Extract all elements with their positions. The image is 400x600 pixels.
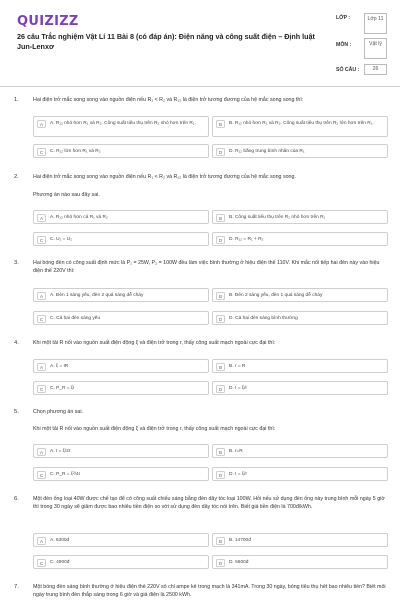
question-number: 7. — [14, 584, 19, 590]
option-text: D. I = ξ/r — [229, 471, 248, 477]
option-letter: B — [216, 448, 225, 456]
subject-label: MÔN : — [336, 42, 352, 48]
option-text: D. R₁₂ = R₁ + R₂ — [229, 236, 264, 242]
question-text: Hai bóng đèn có công suất định mức là P₁ = 25W, P₂ = 100W đều làm việc bình thường ở hiệu điện thế 110V. Khi mắc nối tiếp hai đèn này vào hiệu điện thế 220V thì: — [33, 260, 380, 274]
option-c[interactable] — [33, 144, 209, 158]
option-d[interactable] — [212, 555, 388, 569]
document-title: 26 câu Trắc nghiệm Vật Lí 11 Bài 8 (có đáp án): Điện năng và công suất điện – Định luật Jun-Lenxơ — [17, 32, 315, 51]
option-c[interactable] — [33, 381, 209, 395]
option-text: A. Đèn 1 sáng yếu, đèn 2 quá sáng dễ cháy — [50, 292, 144, 298]
option-letter: C — [37, 236, 46, 244]
option-a[interactable] — [33, 533, 209, 547]
option-letter: C — [37, 315, 46, 323]
option-text: B. r = R — [229, 363, 246, 369]
option-letter: D — [216, 236, 225, 244]
question-7 — [0, 584, 400, 600]
quizizz-logo: QUIZIZZ — [17, 14, 79, 29]
option-text: C. P_R = ξI — [50, 385, 75, 391]
question-text: Hai điện trở mắc song song vào nguồn điện nếu R₁ < R₂ và R₁₂ là điện trở tương đương của hệ mắc song song. — [33, 174, 296, 180]
option-text: A. 6300đ — [50, 537, 70, 543]
option-c[interactable] — [33, 467, 209, 481]
option-text: C. 4900đ — [50, 559, 70, 565]
option-letter: C — [37, 385, 46, 393]
option-c[interactable] — [33, 232, 209, 246]
option-text: B. R₁₂ nhỏ hơn R₁ và R₂. Công suất tiêu thụ trên R₂ lớn hơn trên R₁. — [229, 120, 374, 126]
option-text: B. 14700đ — [229, 537, 251, 543]
question-text: Một đèn ống loại 40W được chế tạo để có công suất chiếu sáng bằng đèn dây tóc loại 100W. Hỏi nếu sử dụng đèn ống này trung bình mỗi ngày 5 giờ thì trong 30 ngày sẽ giảm được bao nhiêu tiền điện so với sử dụng đèn dây tóc nói trên. Biết giá tiền điện là 700đ/kWh. — [33, 496, 385, 510]
option-letter: A — [37, 448, 46, 456]
option-a[interactable] — [33, 444, 209, 458]
option-letter: A — [37, 214, 46, 222]
option-text: D. I = ξ/r — [229, 385, 248, 391]
option-letter: B — [216, 214, 225, 222]
option-a[interactable] — [33, 359, 209, 373]
question-number: 5. — [14, 409, 19, 415]
option-letter: D — [216, 148, 225, 156]
option-text: C. Cả hai đèn sáng yếu — [50, 315, 101, 321]
option-text: B. Đèn 2 sáng yếu, đèn 1 quá sáng dễ cháy — [229, 292, 323, 298]
question-subtext: Khi một tải R nối vào nguồn suất điện động ξ và điện trở trong r, thấy công suất mạch ngoài cực đại thì: — [33, 426, 276, 432]
grade-value: Lớp 11 — [364, 13, 387, 34]
document-header — [0, 0, 400, 92]
option-c[interactable] — [33, 311, 209, 325]
option-d[interactable] — [212, 232, 388, 246]
option-a[interactable] — [33, 116, 209, 137]
question-number: 6. — [14, 496, 19, 502]
option-c[interactable] — [33, 555, 209, 569]
option-a[interactable] — [33, 288, 209, 302]
question-text: Khi một tải R nối vào nguồn suất điện động ξ và điện trở trong r, thấy công suất mạch ngoài cực đại thì: — [33, 340, 276, 346]
option-text: D. 5600đ — [229, 559, 249, 565]
option-letter: C — [37, 148, 46, 156]
option-letter: D — [216, 559, 225, 567]
option-letter: C — [37, 559, 46, 567]
option-text: A. ξ = IR — [50, 363, 69, 369]
option-text: D. R₁₂ bằng trung bình nhân của R₁ — [229, 148, 305, 154]
option-letter: A — [37, 537, 46, 545]
option-text: D. Cả hai đèn sáng bình thường — [229, 315, 298, 321]
question-text: Chọn phương án sai. — [33, 409, 84, 415]
option-letter: C — [37, 471, 46, 479]
option-letter: A — [37, 363, 46, 371]
option-letter: A — [37, 292, 46, 300]
question-number: 3. — [14, 260, 19, 266]
option-letter: D — [216, 385, 225, 393]
option-b[interactable] — [212, 359, 388, 373]
option-text: B. Công suất tiêu thụ trên R₂ nhỏ hơn trên R₁ — [229, 214, 326, 220]
option-letter: D — [216, 315, 225, 323]
option-b[interactable] — [212, 533, 388, 547]
option-letter: D — [216, 471, 225, 479]
option-text: C. R₁₂ lớn hơn R₁ và R₂ — [50, 148, 101, 154]
option-letter: B — [216, 363, 225, 371]
option-letter: B — [216, 537, 225, 545]
question-count-value: 26 — [364, 64, 387, 75]
header-divider — [0, 86, 400, 87]
option-text: A. R₁₂ nhỏ hơn cả R₁ và R₂ — [50, 214, 108, 220]
option-d[interactable] — [212, 467, 388, 481]
question-text: Hai điện trở mắc song song vào nguồn điện nếu R₁ < R₂ và R₁₂ là điện trở tương đương của hệ mắc song song thì: — [33, 97, 304, 103]
option-letter: B — [216, 292, 225, 300]
option-a[interactable] — [33, 210, 209, 224]
option-letter: A — [37, 120, 46, 128]
question-text: Một bóng đèn sáng bình thường ở hiệu điện thế 220V số chỉ ampe kế trong mạch là 341mA. Trong 30 ngày, bóng tiêu thụ hết bao nhiêu tiền? Biết mỗi ngày trung bình đèn thắp sáng trong 6 giờ và giá điện là 2500 kWh. — [33, 584, 386, 598]
option-d[interactable] — [212, 144, 388, 158]
option-b[interactable] — [212, 444, 388, 458]
option-text: C. P_R = ξ²/4r — [50, 471, 81, 477]
option-d[interactable] — [212, 311, 388, 325]
question-number: 1. — [14, 97, 19, 103]
grade-label: LỚP : — [336, 15, 351, 21]
question-count-label: SỐ CÂU : — [336, 67, 360, 73]
option-text: B. r=R — [229, 448, 243, 454]
option-text: A. R₁₂ nhỏ hơn R₁ và R₂. Công suất tiêu thụ trên R₂ nhỏ hơn trên R₁. — [50, 120, 196, 126]
option-d[interactable] — [212, 381, 388, 395]
option-letter: B — [216, 120, 225, 128]
question-number: 4. — [14, 340, 19, 346]
option-text: C. U₁ = U₂ — [50, 236, 73, 242]
option-text: A. I = ξ/2r — [50, 448, 71, 454]
question-subtext: Phương án nào sau đây sai. — [33, 192, 100, 198]
subject-value: Vật lý — [364, 38, 387, 59]
option-b[interactable] — [212, 116, 388, 137]
question-number: 2. — [14, 174, 19, 180]
option-b[interactable] — [212, 288, 388, 302]
option-b[interactable] — [212, 210, 388, 224]
